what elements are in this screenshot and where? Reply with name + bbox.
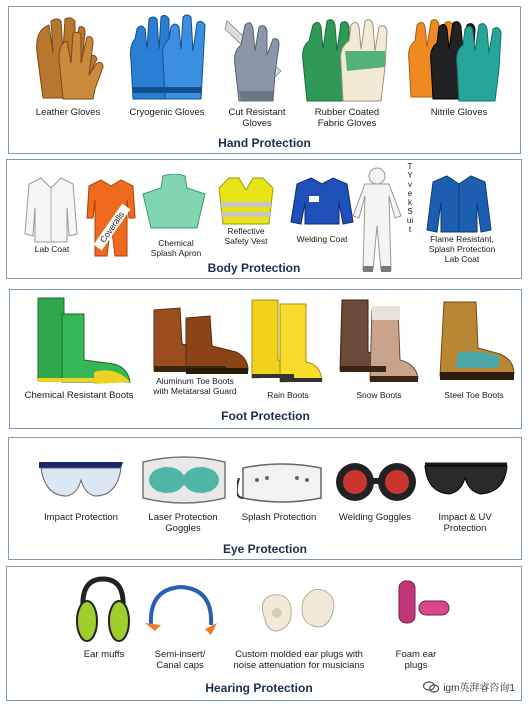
chemical-apron-label: Chemical Splash Apron [150, 238, 202, 258]
welding-goggles-label: Welding Goggles [338, 512, 412, 523]
foam-ear-plugs-label: Foam ear plugs [395, 649, 437, 671]
cut-resistant-gloves-label: Cut Resistant Gloves [228, 107, 286, 129]
laser-goggles-icon [139, 452, 229, 508]
rain-boots-label: Rain Boots [267, 390, 309, 400]
coveralls-label: Coveralls [94, 204, 131, 251]
splash-protection-label: Splash Protection [241, 512, 317, 523]
rubber-coated-gloves-label: Rubber Coated Fabric Gloves [314, 107, 380, 129]
body-protection-title: Body Protection [207, 261, 301, 275]
leather-gloves-label: Leather Gloves [35, 107, 101, 118]
chemical-boots-label: Chemical Resistant Boots [24, 390, 134, 401]
impact-protection-label: Impact Protection [44, 512, 118, 523]
watermark [423, 679, 515, 694]
foam-ear-plug-icon [393, 577, 453, 639]
aluminum-toe-boots-label: Aluminum Toe Boots with Metatarsal Guard [153, 376, 237, 396]
ear-muffs-icon [75, 575, 131, 645]
cryogenic-glove-icon [121, 9, 213, 101]
apron-icon [141, 174, 207, 230]
custom-ear-plug-icon [255, 579, 339, 641]
nitrile-glove-icon [403, 11, 511, 103]
eye-protection-panel [8, 437, 522, 560]
laser-goggles-label: Laser Protection Goggles [148, 512, 218, 534]
cut-resistant-glove-icon [221, 11, 293, 103]
impact-uv-protection-label: Impact & UV Protection [438, 512, 492, 534]
watermark-text: igm英湃睿咨询1 [443, 683, 515, 694]
safety-vest-icon [217, 176, 275, 226]
uv-glasses-icon [423, 456, 509, 502]
foot-protection-title: Foot Protection [221, 409, 310, 423]
canal-caps-icon [141, 579, 221, 641]
leather-glove-icon [23, 13, 113, 103]
canal-caps-label: Semi-insert/ Canal caps [154, 649, 206, 671]
snow-boot-icon [332, 296, 424, 384]
snow-boots-label: Snow Boots [356, 390, 402, 400]
welding-coat-icon [289, 176, 355, 226]
safety-glasses-icon [37, 456, 125, 504]
chemical-boot-icon [24, 294, 136, 386]
custom-ear-plugs-label: Custom molded ear plugs with noise attenuation for musicians [233, 649, 365, 671]
nitrile-gloves-label: Nitrile Gloves [430, 107, 488, 118]
lab-coat-label: Lab Coat [34, 244, 70, 254]
splash-goggles-icon [237, 458, 327, 508]
welding-goggles-icon [333, 456, 419, 506]
fr-lab-coat-icon [425, 174, 493, 234]
hearing-protection-title: Hearing Protection [205, 681, 313, 695]
lab-coat-icon [23, 174, 79, 244]
ear-muffs-label: Ear muffs [83, 649, 125, 660]
rain-boot-icon [246, 296, 326, 384]
hand-protection-panel [8, 6, 521, 154]
rubber-coated-glove-icon [297, 11, 397, 103]
tyvek-suit-icon [351, 166, 403, 276]
safety-vest-label: Reflective Safety Vest [224, 226, 268, 246]
welding-coat-label: Welding Coat [296, 234, 348, 244]
hand-protection-title: Hand Protection [218, 136, 311, 150]
steel-toe-boot-icon [428, 298, 516, 384]
foot-protection-panel [9, 289, 522, 429]
tyvek-suit-label: TYvek Suit [406, 162, 414, 234]
steel-toe-boots-label: Steel Toe Boots [444, 390, 504, 400]
eye-protection-title: Eye Protection [222, 542, 308, 556]
cryogenic-gloves-label: Cryogenic Gloves [129, 107, 205, 118]
body-protection-panel [6, 159, 522, 279]
fr-lab-coat-label: Flame Resistant, Splash Protection Lab Coat [411, 234, 513, 264]
aluminum-toe-boot-icon [146, 304, 250, 376]
wechat-logo-icon [423, 681, 439, 693]
